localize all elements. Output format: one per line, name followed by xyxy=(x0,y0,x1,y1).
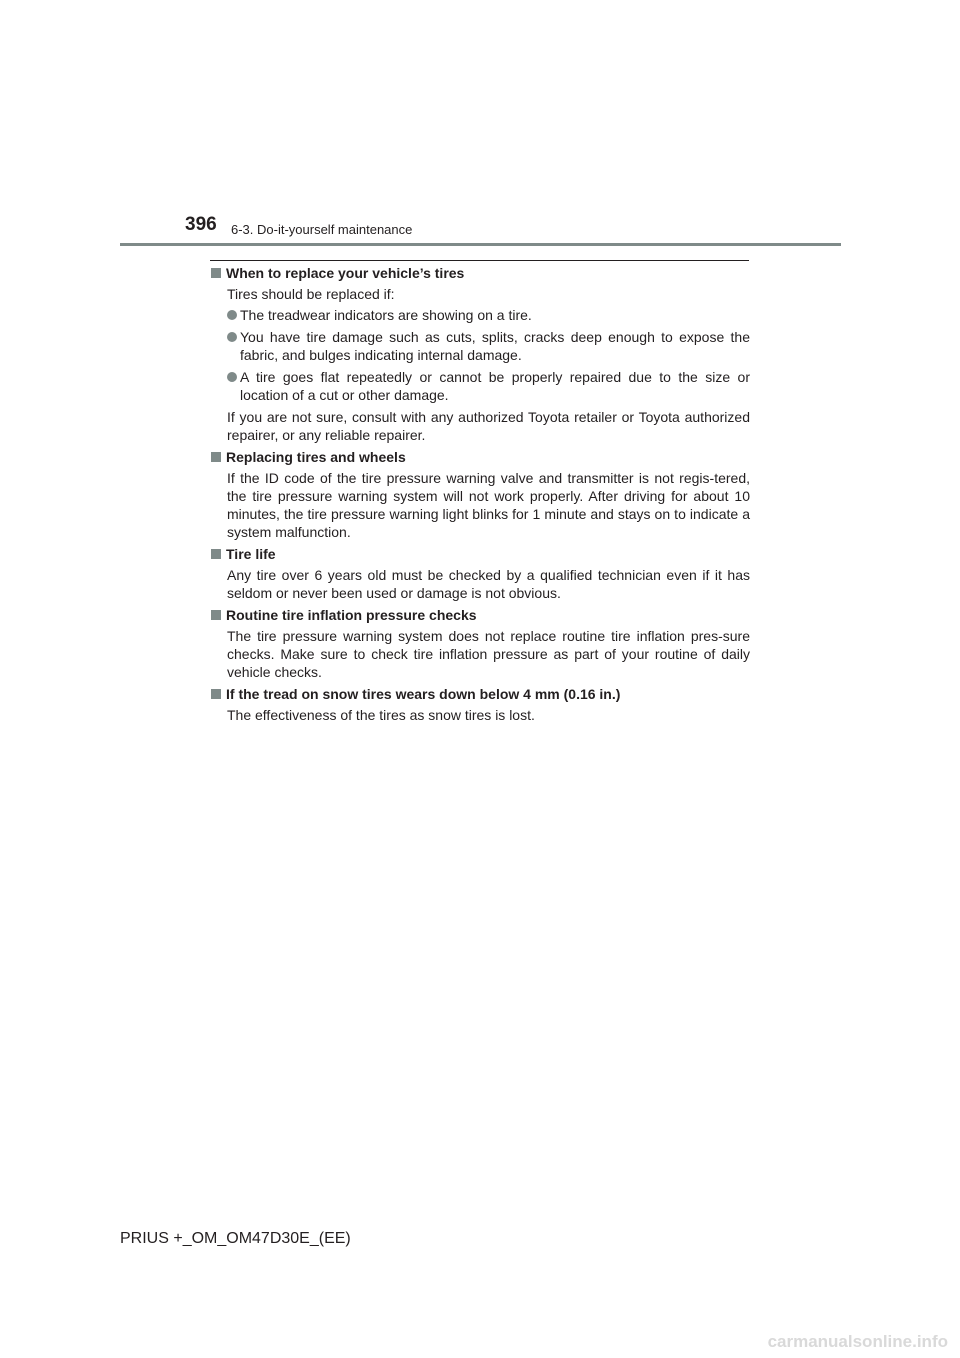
square-bullet-icon xyxy=(211,268,221,278)
section-snow-tires xyxy=(210,685,750,724)
list-item: A tire goes flat repeatedly or cannot be properly repaired due to the size or location of a cut or other damage. xyxy=(227,368,750,404)
section-title: 6-3. Do-it-yourself maintenance xyxy=(231,222,413,237)
section-paragraph: Tires should be replaced if: xyxy=(227,286,395,302)
section-when-to-replace xyxy=(210,264,750,444)
section-paragraph: Any tire over 6 years old must be checked by a qualified technician even if it has seldom or never been used or damage is not obvious. xyxy=(227,567,750,601)
section-replacing-tires xyxy=(210,448,750,541)
round-bullet-icon xyxy=(227,332,237,342)
section-paragraph: If you are not sure, consult with any authorized Toyota retailer or Toyota authorized repairer, or any reliable repairer. xyxy=(227,409,750,443)
section-pressure-checks xyxy=(210,606,750,681)
list-item: The treadwear indicators are showing on a tire. xyxy=(227,306,750,324)
section-heading: Tire life xyxy=(210,545,750,563)
section-paragraph: The effectiveness of the tires as snow tires is lost. xyxy=(227,707,535,723)
section-paragraph: The tire pressure warning system does not replace routine tire inflation pres-sure checks. Make sure to check tire inflation pressure as part of your routine of daily vehicle checks. xyxy=(227,628,750,680)
section-heading: When to replace your vehicle’s tires xyxy=(210,264,750,282)
square-bullet-icon xyxy=(211,452,221,462)
square-bullet-icon xyxy=(211,689,221,699)
section-paragraph: If the ID code of the tire pressure warning valve and transmitter is not regis-tered, the tire pressure warning system will not work properly. After driving for about 10 minutes, the tire pressure warning light blinks for 1 minute and stays on to indicate a system malfunction. xyxy=(227,470,750,540)
square-bullet-icon xyxy=(211,610,221,620)
section-tire-life xyxy=(210,545,750,602)
section-heading: If the tread on snow tires wears down below 4 mm (0.16 in.) xyxy=(210,685,750,703)
section-heading: Routine tire inflation pressure checks xyxy=(210,606,750,624)
list-item: You have tire damage such as cuts, splits, cracks deep enough to expose the fabric, and bulges indicating internal damage. xyxy=(227,328,750,364)
content-divider xyxy=(210,260,749,261)
header-divider xyxy=(120,243,841,246)
document-code: PRIUS +_OM_OM47D30E_(EE) xyxy=(120,1230,351,1247)
section-heading: Replacing tires and wheels xyxy=(210,448,750,466)
round-bullet-icon xyxy=(227,372,237,382)
watermark: carmanualsonline.info xyxy=(767,1332,948,1351)
main-content xyxy=(210,264,750,728)
round-bullet-icon xyxy=(227,310,237,320)
square-bullet-icon xyxy=(211,549,221,559)
page-number: 396 xyxy=(185,214,217,235)
